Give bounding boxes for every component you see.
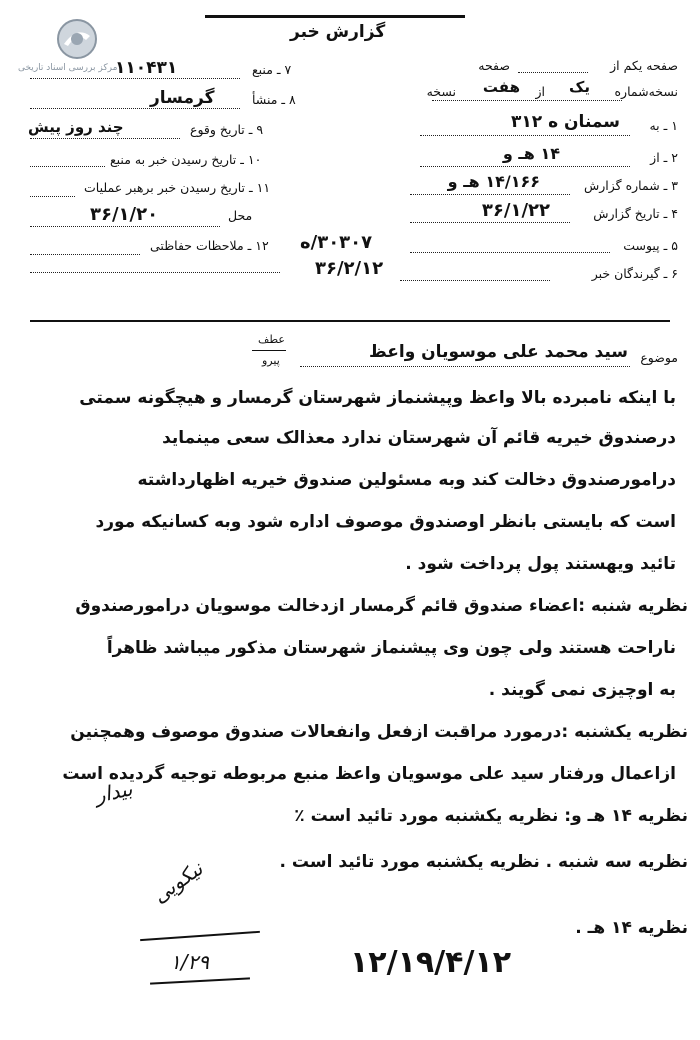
occurrence-date-value: چند روز پیش	[28, 118, 124, 136]
from-label: ۲ ـ از	[650, 150, 678, 165]
watermark-text: مرکز بررسی اسناد تاریخی	[18, 63, 118, 73]
to-value: سمنان ه ۳۱۲	[511, 112, 620, 132]
recipients-label: ۶ ـ گیرندگان خبر	[591, 266, 678, 281]
body-line: به اوچیزی نمی گویند .	[488, 680, 676, 700]
body-line: با اینکه نامبرده بالا واعظ وپیشنماز شهرستان گرمسار و هیچگونه سمتی	[79, 388, 676, 408]
page-title: گزارش خبر	[290, 22, 386, 42]
signature-2: نیکویی	[148, 856, 208, 908]
security-notes-value: ۳۰۳۰۷/ه	[300, 232, 373, 253]
field-suffix: صفحه	[478, 58, 510, 73]
margin-note-ref: عطف	[258, 333, 285, 346]
logo-icon	[56, 18, 98, 60]
page-count-label	[610, 58, 678, 73]
body-line: ناراحت هستند ولی چون وی پیشنماز شهرستان مذکور میباشد ظاهراً	[106, 638, 676, 658]
security-notes-label: ۱۲ ـ ملاحظات حفاظتی	[150, 238, 269, 253]
body-line: است که بایستی بانظر اوصندوق موصوف اداره شود وبه کسانیکه مورد	[95, 512, 676, 532]
margin-note-followup: پیرو	[262, 354, 280, 367]
subject-value: سید محمد علی موسویان واعظ	[369, 342, 628, 362]
body-line: نظریه شنبه :اعضاء صندوق قائم گرمسار ازدخالت موسویان درامورصندوق	[75, 596, 688, 616]
copy-number-label: نسخه‌شماره	[614, 84, 678, 99]
body-line: تائید ویهستند پول پرداخت شود .	[405, 554, 676, 574]
body-line: درصندوق خیریه قائم آن شهرستان ندارد معذالک سعی مینماید	[162, 428, 676, 448]
signature-1: بیدار	[92, 776, 135, 808]
body-line: نظریه ۱۴ هـ .	[575, 918, 688, 938]
report-date-label: ۴ ـ تاریخ گزارش	[593, 206, 678, 221]
field-line	[30, 226, 220, 227]
field-line	[30, 138, 180, 139]
field-line	[420, 135, 630, 136]
title-underline-top	[205, 15, 465, 18]
body-line: ازاعمال ورفتار سید علی موسویان واعظ منبع مربوطه توجیه گردیده است	[62, 764, 676, 784]
subject-label: موضوع	[640, 350, 678, 365]
field-line	[300, 366, 630, 367]
report-number-label: ۳ ـ شماره گزارش	[583, 178, 678, 193]
copy-suffix: نسخه	[426, 84, 456, 99]
body-line: نظریه یکشنبه :درمورد مراقبت ازفعل وانفعالات صندوق موصوف وهمچنین	[70, 722, 688, 742]
field-line	[30, 78, 240, 79]
source-value: ۱۱۰۴۳۱	[115, 58, 178, 78]
to-label: ۱ ـ به	[649, 118, 678, 133]
ops-received-label: ۱۱ ـ تاریخ رسیدن خبر برهبر عملیات	[84, 180, 271, 195]
field-line	[30, 196, 75, 197]
location-date-value: ۳۶/۱/۲۰	[90, 204, 159, 225]
field-line	[30, 166, 105, 167]
field-line	[30, 108, 240, 109]
field-label: صفحه یکم از	[610, 58, 678, 73]
copy-of-label: از	[535, 84, 545, 99]
occurrence-date-label: ۹ ـ تاریخ وقوع	[190, 122, 264, 137]
field-line	[432, 100, 622, 101]
attachment-label: ۵ ـ پیوست	[623, 238, 678, 253]
field-line	[400, 280, 550, 281]
copy-total-value: هفت	[482, 78, 520, 96]
signature-line	[140, 931, 260, 941]
signature-2-date: ۱/۲۹	[170, 950, 209, 974]
handwritten-date: ۳۶/۲/۱۲	[315, 258, 384, 279]
origin-value: گرمسار	[150, 88, 215, 108]
field-line	[410, 252, 610, 253]
field-line	[30, 272, 280, 273]
report-date-value: ۳۶/۱/۲۲	[481, 200, 550, 221]
field-line	[30, 254, 140, 255]
watermark-logo	[56, 18, 98, 60]
from-value: ۱۴ هـ و	[502, 144, 560, 163]
copy-number-value: یک	[569, 78, 590, 96]
field-line	[410, 194, 570, 195]
field-line	[518, 72, 588, 73]
origin-label: ۸ ـ منشأ	[252, 92, 296, 107]
stamp-number: ۱۲/۱۹/۴/۱۲	[350, 945, 512, 980]
section-divider	[30, 320, 670, 322]
source-received-label: ۱۰ ـ تاریخ رسیدن خبر به منبع	[110, 152, 262, 167]
body-line: نظریه ۱۴ هـ و: نظریه یکشنبه مورد تائید است ٪	[294, 806, 688, 826]
location-label: محل	[228, 208, 253, 223]
field-line	[420, 166, 630, 167]
source-label: ۷ ـ منبع	[252, 62, 292, 77]
signature-underline	[150, 977, 250, 984]
body-line: درامورصندوق دخالت کند وبه مسئولین صندوق خیریه اظهارداشته	[137, 470, 676, 490]
report-number-value: ۱۴/۱۶۶ هـ و	[447, 172, 540, 191]
field-line	[410, 222, 570, 223]
margin-note-divider	[252, 350, 286, 351]
body-line: نظریه سه شنبه . نظریه یکشنبه مورد تائید است .	[279, 852, 688, 872]
